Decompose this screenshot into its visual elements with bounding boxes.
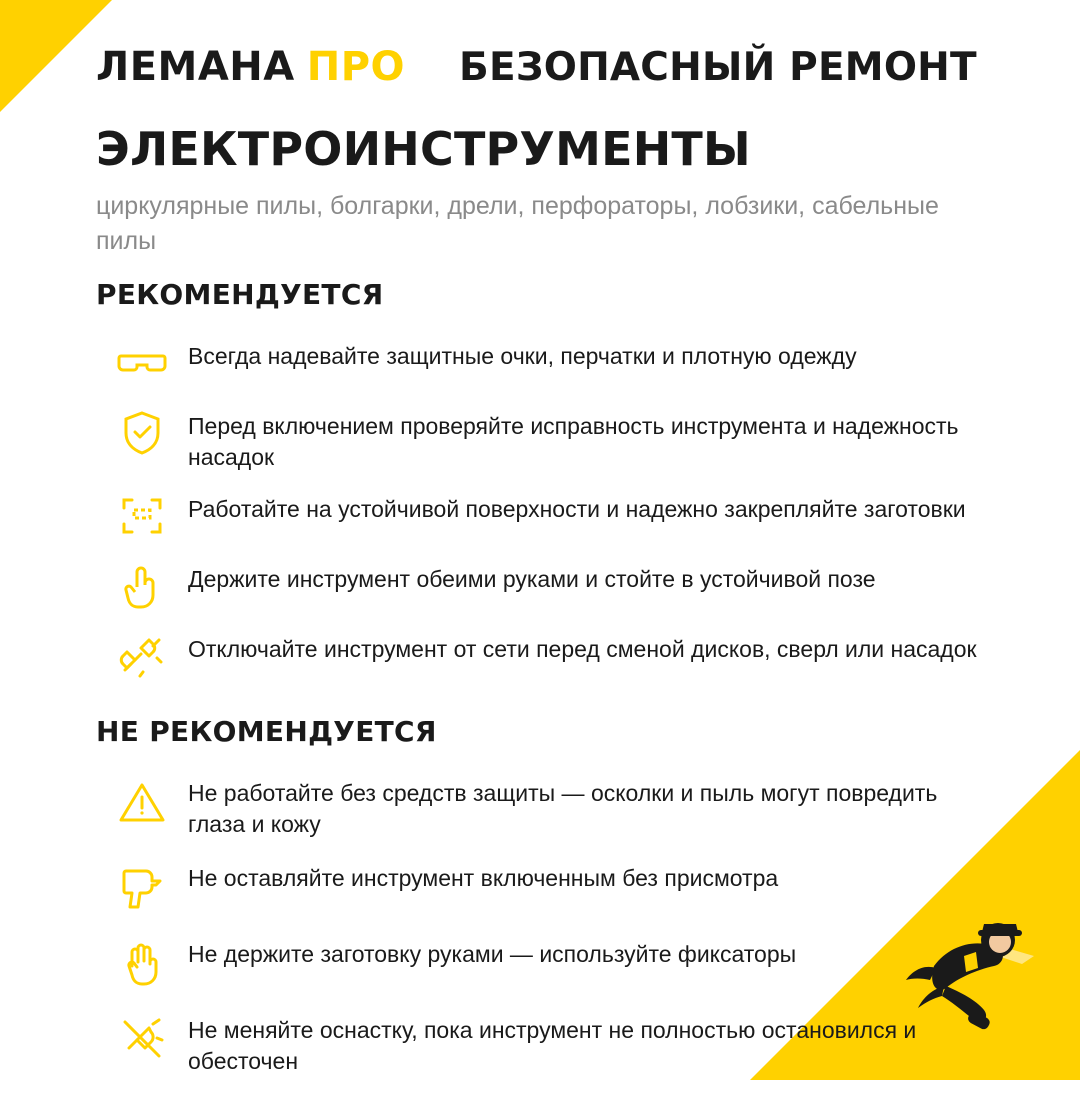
- list-item-text: Перед включением проверяйте исправность инструмента и надежность насадок: [188, 413, 959, 471]
- safety-goggles-icon: [96, 335, 188, 391]
- list-item: [96, 857, 1020, 917]
- list-item: [96, 933, 1020, 993]
- page-subtitle: циркулярные пилы, болгарки, дрели, перфораторы, лобзики, сабельные пилы: [96, 191, 939, 256]
- shield-check-icon: [96, 405, 188, 461]
- list-item: [96, 405, 1020, 474]
- list-item-text: Не меняйте оснастку, пока инструмент не полностью остановился и обесточен: [188, 1016, 917, 1074]
- header-title: БЕЗОПАСНЫЙ РЕМОНТ: [459, 44, 977, 90]
- list-item: [96, 772, 1020, 841]
- list-item-text: Не держите заготовку руками — используйте фиксаторы: [188, 940, 797, 967]
- hand-pointer-icon: [96, 558, 188, 614]
- list-item-text: Не работайте без средств защиты — осколки и пыль могут повредить глаза и кожу: [188, 780, 938, 838]
- section-not-recommended-heading: НЕ РЕКОМЕНДУЕТСЯ: [96, 715, 437, 748]
- logo-accent-text: ПРО: [306, 44, 406, 90]
- unplug-icon: [96, 628, 188, 684]
- plug-crossed-icon: [96, 1009, 188, 1069]
- list-item: [96, 488, 1020, 544]
- warning-triangle-icon: [96, 772, 188, 832]
- list-item-text: Не оставляйте инструмент включенным без присмотра: [188, 864, 779, 891]
- section-recommended-heading: РЕКОМЕНДУЕТСЯ: [96, 278, 384, 311]
- list-item-text: Всегда надевайте защитные очки, перчатки и плотную одежду: [188, 343, 857, 369]
- section-not-recommended: [96, 715, 1020, 1093]
- list-item-text: Отключайте инструмент от сети перед сменой дисков, сверл или насадок: [188, 635, 977, 662]
- list-item: [96, 1009, 1020, 1078]
- list-item: [96, 335, 1020, 391]
- page-title: ЭЛЕКТРОИНСТРУМЕНТЫ: [96, 122, 751, 176]
- open-hand-icon: [96, 933, 188, 993]
- list-item: [96, 628, 1020, 684]
- workpiece-clamp-icon: [96, 488, 188, 544]
- section-recommended: [96, 278, 1020, 698]
- header: [96, 44, 1020, 90]
- drill-icon: [96, 857, 188, 917]
- list-item: [96, 558, 1020, 614]
- title-block: [96, 124, 1010, 260]
- brand-logo: [96, 44, 405, 90]
- logo-main-text: ЛЕМАНА: [96, 44, 295, 90]
- list-item-text: Работайте на устойчивой поверхности и надежно закрепляйте заготовки: [188, 495, 966, 522]
- list-item-text: Держите инструмент обеими руками и стойте в устойчивой позе: [188, 565, 876, 592]
